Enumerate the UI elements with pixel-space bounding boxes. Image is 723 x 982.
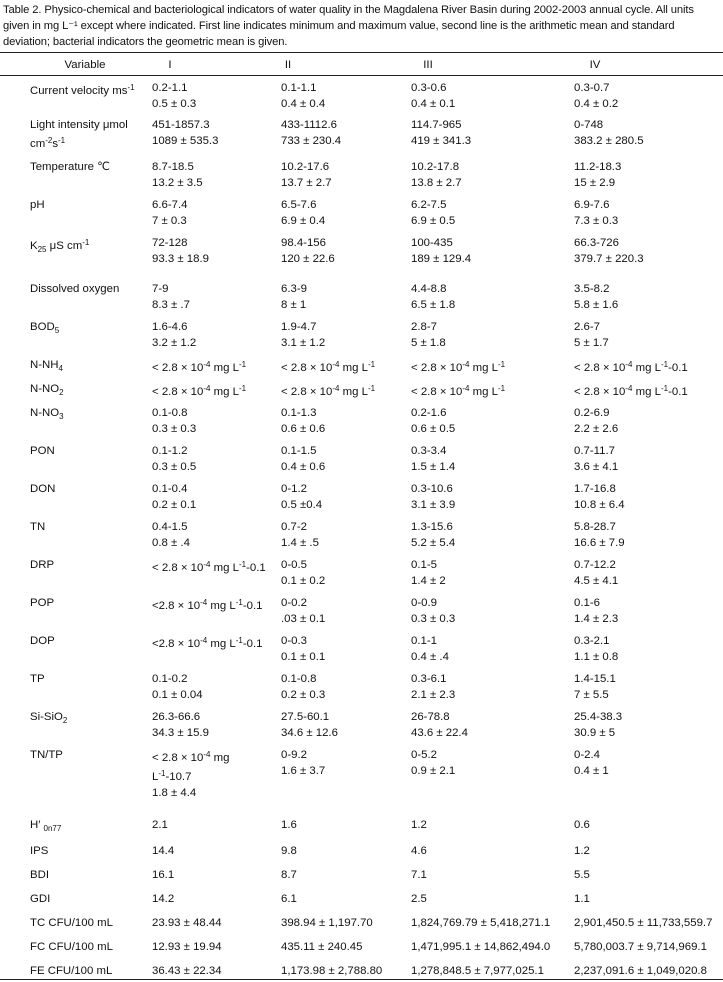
table-cell-site-iii: 0.1-5 1.4 ± 2: [411, 559, 446, 587]
table-cell-site-iii: 0.3-6.1 2.1 ± 2.3: [411, 673, 456, 701]
table-cell-site-i: 2.1: [152, 819, 168, 831]
header-rule: [0, 75, 723, 76]
table-cell-site-ii: 10.2-17.6 13.7 ± 2.7: [281, 161, 332, 189]
table-cell-site-ii: 0-9.2 1.6 ± 3.7: [281, 749, 326, 777]
variable-name: $N-NO_3$: [30, 407, 64, 421]
variable-name: TN: [30, 521, 46, 533]
variable-name: DOP: [30, 635, 55, 647]
table-cell-site-iv: 5.5: [574, 869, 590, 881]
table-cell-site-iv: 5,780,003.7 ± 9,714,969.1: [574, 941, 707, 953]
table-cell-site-ii: 0.1-1.5 0.4 ± 0.6: [281, 445, 326, 473]
variable-name: DRP: [30, 559, 55, 571]
table-cell-site-iii: 2.8-7 5 ± 1.8: [411, 321, 446, 349]
table-cell-site-iii: 1,824,769.79 ± 5,418,271.1: [411, 917, 551, 929]
variable-name: FE CFU/100 mL: [30, 965, 113, 977]
variable-name: $N-NH_4$: [30, 359, 63, 373]
table-cell-site-ii: 398.94 ± 1,197.70: [281, 917, 373, 929]
table-cell-site-ii: 8.7: [281, 869, 297, 881]
table-cell-site-iii: 100-435 189 ± 129.4: [411, 237, 472, 265]
variable-name: $N-NO_2$: [30, 383, 64, 397]
table-cell-site-iii: 0.2-1.6 0.6 ± 0.5: [411, 407, 456, 435]
variable-name: $BOD_5$: [30, 321, 60, 335]
table-cell-site-iv: 0.1-6 1.4 ± 2.3: [574, 597, 619, 625]
table-cell-site-ii: 433-1112.6 733 ± 230.4: [281, 119, 342, 147]
table-cell-site-i: 0.1-0.8 0.3 ± 0.3: [152, 407, 197, 435]
table-cell-site-iv: 1.7-16.8 10.8 ± 6.4: [574, 483, 625, 511]
table-cell-site-iv: 0-748 383.2 ± 280.5: [574, 119, 644, 147]
table-cell-site-i: 36.43 ± 22.34: [152, 965, 222, 977]
variable-name: pH: [30, 199, 45, 211]
table-cell-site-i: 0.1-1.2 0.3 ± 0.5: [152, 445, 197, 473]
variable-name: Temperature ℃: [30, 161, 110, 173]
variable-name: GDI: [30, 893, 51, 905]
table-cell-site-iii: 0-0.9 0.3 ± 0.3: [411, 597, 456, 625]
variable-name: FC CFU/100 mL: [30, 941, 113, 953]
table-cell-site-iv: 0.7-12.2 4.5 ± 4.1: [574, 559, 619, 587]
table-cell-site-ii: < $2.8 \times 10^{-4}$ mg $L^{-1}$: [281, 384, 376, 398]
table-cell-site-iv: 1.2: [574, 845, 590, 857]
table-cell-site-i: 72-128 93.3 ± 18.9: [152, 237, 209, 265]
table-cell-site-iv: 1.1: [574, 893, 590, 905]
table-cell-site-i: 14.4: [152, 845, 175, 857]
column-header-site-iv: IV: [589, 59, 601, 71]
table-cell-site-i: 451-1857.3 1089 ± 535.3: [152, 119, 219, 147]
table-cell-site-iii: 114.7-965 419 ± 341.3: [411, 119, 472, 147]
table-cell-site-i: < $2.8 \times 10^{-4}$ mg $L^{-1}-10.7$ 1.8 ± 4.4: [152, 750, 230, 799]
table-cell-site-iv: < $2.8 \times 10^{-4}$ mg $L^{-1}-0.1$: [574, 384, 688, 398]
table-cell-site-i: < $2.8 \times 10^{-4}$ mg $L^{-1}$: [152, 360, 247, 374]
column-header-site-ii: II: [284, 59, 292, 71]
table-cell-site-iii: < $2.8 \times 10^{-4}$ mg $L^{-1}$: [411, 384, 506, 398]
table-cell-site-ii: 0.7-2 1.4 ± .5: [281, 521, 319, 549]
table-cell-site-ii: 0.1-1.1 0.4 ± 0.4: [281, 82, 326, 110]
table-cell-site-i: 14.2: [152, 893, 175, 905]
table-cell-site-ii: 6.1: [281, 893, 297, 905]
table-cell-site-i: $<2.8 \times 10^{-4}$ mg $L^{-1}-0.1$: [152, 598, 263, 612]
variable-name: DON: [30, 483, 56, 495]
table-cell-site-i: 12.93 ± 19.94: [152, 941, 222, 953]
table-cell-site-i: 23.93 ± 48.44: [152, 917, 222, 929]
variable-name: Light intensity μmol $cm^{-2}s^{-1}$: [30, 119, 128, 150]
variable-name: Dissolved oxygen: [30, 283, 120, 295]
table-cell-site-ii: 0-0.5 0.1 ± 0.2: [281, 559, 326, 587]
table-cell-site-iv: 0.2-6.9 2.2 ± 2.6: [574, 407, 619, 435]
table-cell-site-iii: 0.3-0.6 0.4 ± 0.1: [411, 82, 456, 110]
table-cell-site-ii: 9.8: [281, 845, 297, 857]
variable-name: POP: [30, 597, 55, 609]
table-cell-site-iv: 0.7-11.7 3.6 ± 4.1: [574, 445, 619, 473]
table-cell-site-iii: 1.3-15.6 5.2 ± 5.4: [411, 521, 456, 549]
table-cell-site-ii: 0.1-1.3 0.6 ± 0.6: [281, 407, 326, 435]
table-cell-site-iii: 4.6: [411, 845, 427, 857]
table-cell-site-iv: 6.9-7.6 7.3 ± 0.3: [574, 199, 619, 227]
table-cell-site-iv: 0.3-2.1 1.1 ± 0.8: [574, 635, 619, 663]
variable-name: TN/TP: [30, 749, 63, 761]
table-cell-site-ii: 1.6: [281, 819, 297, 831]
table-cell-site-iv: 2,237,091.6 ± 1,049,020.8: [574, 965, 707, 977]
table-cell-site-iv: 5.8-28.7 16.6 ± 7.9: [574, 521, 625, 549]
variable-name: Current velocity $ms^{-1}$: [30, 83, 135, 97]
table-cell-site-i: 16.1: [152, 869, 175, 881]
table-cell-site-iv: 1.4-15.1 7 ± 5.5: [574, 673, 616, 701]
table-cell-site-ii: 6.3-9 8 ± 1: [281, 283, 307, 311]
table-cell-site-iv: 25.4-38.3 30.9 ± 5: [574, 711, 623, 739]
table-cell-site-iv: < $2.8 \times 10^{-4}$ mg $L^{-1}-0.1$: [574, 360, 688, 374]
table-cell-site-iv: 0-2.4 0.4 ± 1: [574, 749, 609, 777]
table-cell-site-iii: 26-78.8 43.6 ± 22.4: [411, 711, 468, 739]
table-cell-site-iv: 11.2-18.3 15 ± 2.9: [574, 161, 622, 189]
table-cell-site-ii: 0.1-0.8 0.2 ± 0.3: [281, 673, 326, 701]
table-cell-site-iv: 0.3-0.7 0.4 ± 0.2: [574, 82, 619, 110]
table-cell-site-iii: < $2.8 \times 10^{-4}$ mg $L^{-1}$: [411, 360, 506, 374]
table-cell-site-ii: 1.9-4.7 3.1 ± 1.2: [281, 321, 326, 349]
table-cell-site-iii: 0.3-10.6 3.1 ± 3.9: [411, 483, 456, 511]
table-cell-site-i: 6.6-7.4 7 ± 0.3: [152, 199, 188, 227]
table-cell-site-ii: 1,173.98 ± 2,788.80: [281, 965, 383, 977]
table-cell-site-iii: 7.1: [411, 869, 427, 881]
variable-name: Si-SiO$_2$: [30, 711, 68, 725]
table-cell-site-iii: 0-5.2 0.9 ± 2.1: [411, 749, 456, 777]
table-cell-site-i: 8.7-18.5 13.2 ± 3.5: [152, 161, 203, 189]
table-cell-site-ii: 435.11 ± 240.45: [281, 941, 363, 953]
table-cell-site-i: $<2.8 \times 10^{-4}$ mg $L^{-1}-0.1$: [152, 636, 263, 650]
table-cell-site-iv: 66.3-726 379.7 ± 220.3: [574, 237, 644, 265]
table-cell-site-iv: 2,901,450.5 ± 11,733,559.7: [574, 917, 713, 929]
variable-name: IPS: [30, 845, 49, 857]
table-cell-site-iii: 1,278,848.5 ± 7,977,025.1: [411, 965, 544, 977]
table-cell-site-i: 0.2-1.1 0.5 ± 0.3: [152, 82, 197, 110]
column-header-variable: Variable: [64, 59, 106, 71]
variable-name: $K_{25}$ μS $cm^{-1}$: [30, 238, 90, 254]
table-cell-site-ii: 6.5-7.6 6.9 ± 0.4: [281, 199, 326, 227]
table-caption: Table 2. Physico-chemical and bacteriological indicators of water quality in the Magdalena River Basin during 2002-2003 annual cycle. All units given in mg L⁻¹ except where indicated. First line indicates minimum and maximum value, second line is the arithmetic mean and standard deviation; bacterial indicators the geometric mean is given.: [3, 4, 694, 48]
top-rule: [0, 52, 723, 53]
bottom-rule: [0, 979, 723, 980]
table-cell-site-iii: 1,471,995.1 ± 14,862,494.0: [411, 941, 551, 953]
table-cell-site-iii: 1.2: [411, 819, 427, 831]
column-header-site-iii: III: [423, 59, 433, 71]
table-cell-site-iii: 0.1-1 0.4 ± .4: [411, 635, 449, 663]
table-cell-site-ii: 98.4-156 120 ± 22.6: [281, 237, 335, 265]
table-cell-site-iii: 2.5: [411, 893, 427, 905]
variable-name: H′ $_{0n77}$: [30, 819, 62, 833]
table-cell-site-iv: 3.5-8.2 5.8 ± 1.6: [574, 283, 619, 311]
variable-name: BDI: [30, 869, 49, 881]
table-cell-site-iv: 2.6-7 5 ± 1.7: [574, 321, 609, 349]
table-cell-site-i: < $2.8 \times 10^{-4}$ mg $L^{-1}-0.1$: [152, 560, 266, 574]
table-cell-site-ii: 0-0.3 0.1 ± 0.1: [281, 635, 326, 663]
table-cell-site-i: 26.3-66.6 34.3 ± 15.9: [152, 711, 209, 739]
table-cell-site-i: < $2.8 \times 10^{-4}$ mg $L^{-1}$: [152, 384, 247, 398]
table-cell-site-ii: 0-0.2 .03 ± 0.1: [281, 597, 326, 625]
table-cell-site-i: 0.1-0.2 0.1 ± 0.04: [152, 673, 203, 701]
variable-name: TC CFU/100 mL: [30, 917, 113, 929]
table-cell-site-i: 7-9 8.3 ± .7: [152, 283, 190, 311]
table-cell-site-i: 1.6-4.6 3.2 ± 1.2: [152, 321, 197, 349]
table-cell-site-ii: 27.5-60.1 34.6 ± 12.6: [281, 711, 338, 739]
table-cell-site-iii: 10.2-17.8 13.8 ± 2.7: [411, 161, 462, 189]
table-cell-site-i: 0.1-0.4 0.2 ± 0.1: [152, 483, 197, 511]
column-header-site-i: I: [168, 59, 172, 71]
table-cell-site-iii: 4.4-8.8 6.5 ± 1.8: [411, 283, 456, 311]
table-cell-site-ii: < $2.8 \times 10^{-4}$ mg $L^{-1}$: [281, 360, 376, 374]
table-cell-site-i: 0.4-1.5 0.8 ± .4: [152, 521, 190, 549]
table-cell-site-iv: 0.6: [574, 819, 590, 831]
variable-name: PON: [30, 445, 55, 457]
table-cell-site-ii: 0-1.2 0.5 ±0.4: [281, 483, 323, 511]
table-cell-site-iii: 0.3-3.4 1.5 ± 1.4: [411, 445, 456, 473]
table-cell-site-iii: 6.2-7.5 6.9 ± 0.5: [411, 199, 456, 227]
variable-name: TP: [30, 673, 45, 685]
